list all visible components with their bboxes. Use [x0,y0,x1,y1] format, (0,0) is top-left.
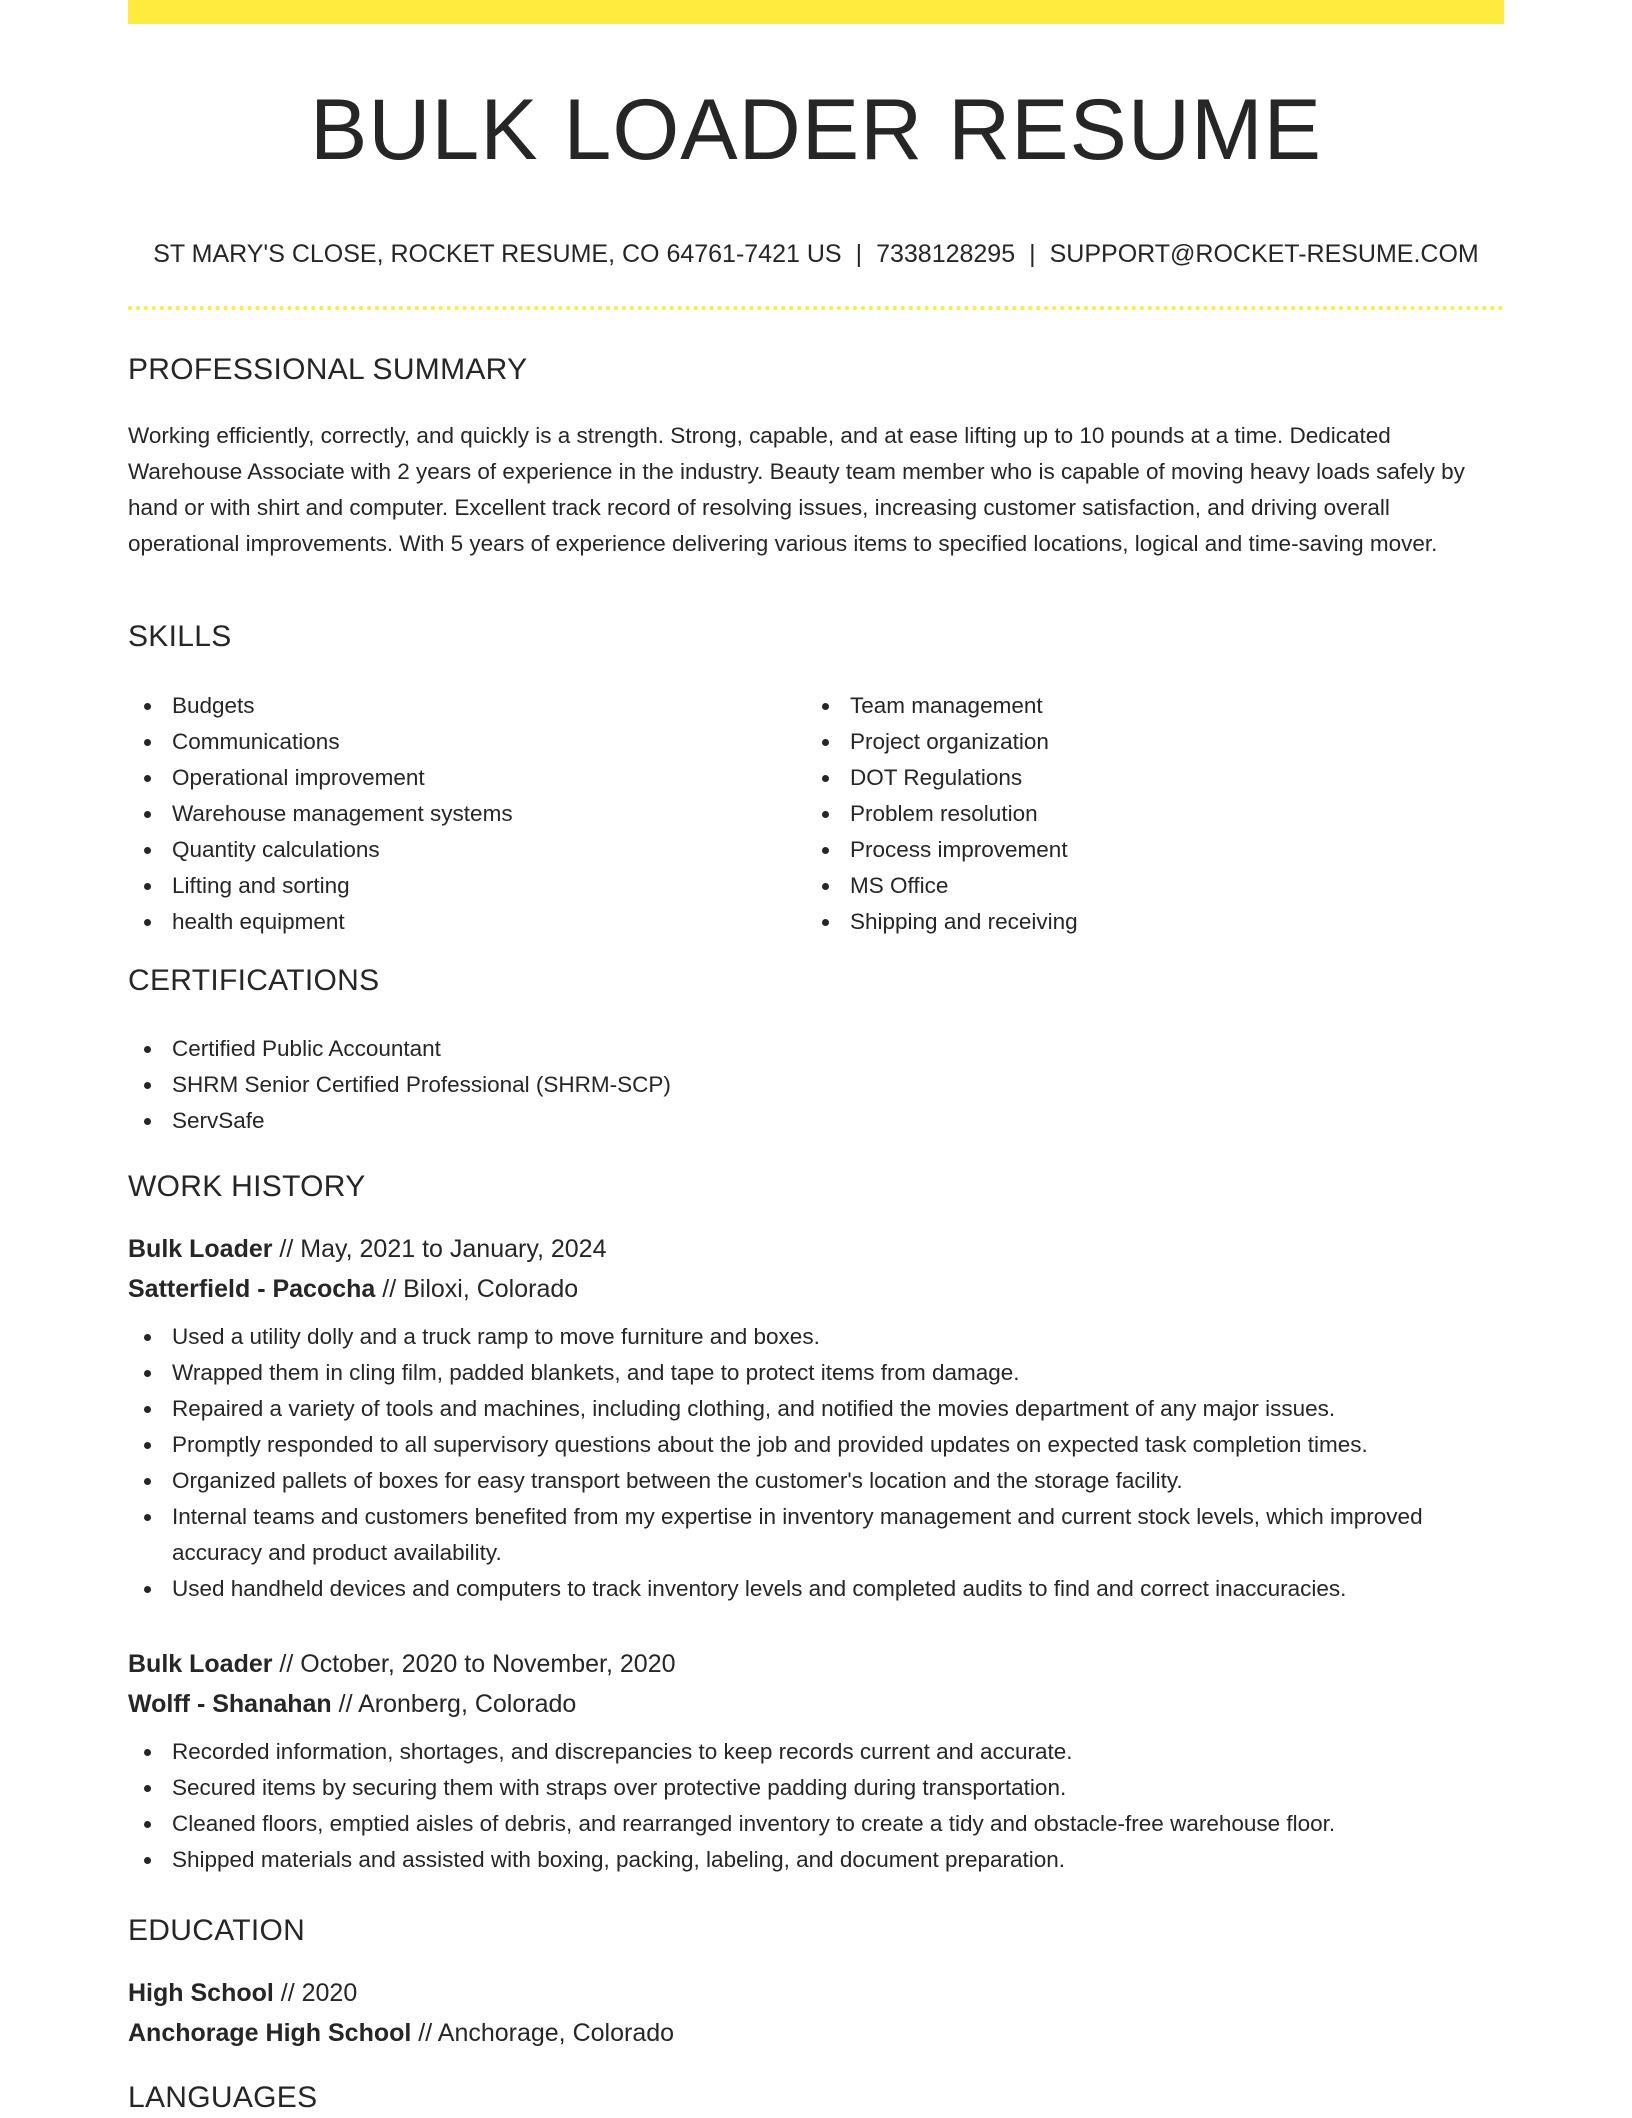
contact-address: ST MARY'S CLOSE, ROCKET RESUME, CO 64761-7421 US [153,240,842,268]
skill-item: Shipping and receiving [806,904,1466,940]
skill-item: DOT Regulations [806,760,1466,796]
skill-item: Budgets [128,688,788,724]
job-company: Satterfield - Pacocha [128,1275,376,1303]
job-bullet: Used a utility dolly and a truck ramp to move furniture and boxes. [128,1319,1504,1355]
job-bullet: Recorded information, shortages, and discrepancies to keep records current and accurate. [128,1734,1504,1770]
job-role-line [128,1644,1504,1684]
job-company: Wolff - Shanahan [128,1690,332,1718]
job-bullets [128,1319,1504,1607]
job-company-line [128,1684,1504,1724]
job-dates: // May, 2021 to January, 2024 [272,1235,607,1263]
job-role-line [128,1229,1504,1269]
skills-list-left [128,688,788,940]
job-role: Bulk Loader [128,1235,273,1263]
certification-item: ServSafe [128,1103,1504,1139]
skill-item: Lifting and sorting [128,868,788,904]
skill-item: Warehouse management systems [128,796,788,832]
job-location: // Aronberg, Colorado [331,1690,577,1718]
skill-item: Project organization [806,724,1466,760]
resume-title: BULK LOADER RESUME [309,82,1323,178]
job-bullet: Repaired a variety of tools and machines, including clothing, and notified the movies department of any major issues. [128,1391,1504,1427]
job-bullet: Internal teams and customers benefited from my expertise in inventory management and current stock levels, which improved accuracy and product availability. [128,1499,1504,1571]
skills-list-right [806,688,1466,940]
job-bullet: Wrapped them in cling film, padded blankets, and tape to protect items from damage. [128,1355,1504,1391]
skill-item: Problem resolution [806,796,1466,832]
skill-item: health equipment [128,904,788,940]
skill-item: Process improvement [806,832,1466,868]
contact-phone: 7338128295 [876,240,1016,268]
certifications-list [128,1031,1504,1139]
education-degree: High School [128,1979,274,2007]
section-title-skills: SKILLS [128,620,232,653]
skill-item: Team management [806,688,1466,724]
education-school-line [128,2013,1504,2053]
education-year: // 2020 [273,1979,358,2007]
job-bullet: Used handheld devices and computers to track inventory levels and completed audits to find and correct inaccuracies. [128,1571,1504,1607]
certification-item: SHRM Senior Certified Professional (SHRM-SCP) [128,1067,1504,1103]
contact-line [128,236,1504,272]
section-title-summary: PROFESSIONAL SUMMARY [128,353,528,386]
skill-item: Quantity calculations [128,832,788,868]
accent-bar [128,0,1504,24]
skill-item: Operational improvement [128,760,788,796]
education-location: // Anchorage, Colorado [411,2019,675,2047]
contact-separator: | [855,240,863,268]
education-school: Anchorage High School [128,2019,412,2047]
job-bullets [128,1734,1504,1878]
section-title-certifications: CERTIFICATIONS [128,964,380,997]
skill-item: Communications [128,724,788,760]
certification-item: Certified Public Accountant [128,1031,1504,1067]
education-degree-line [128,1973,1504,2013]
job-bullet: Cleaned floors, emptied aisles of debris, and rearranged inventory to create a tidy and obstacle-free warehouse floor. [128,1806,1504,1842]
dotted-divider [128,306,1504,310]
education-entry [128,1973,1504,2053]
contact-email: SUPPORT@ROCKET-RESUME.COM [1049,240,1479,268]
skill-item: MS Office [806,868,1466,904]
summary-text: Working efficiently, correctly, and quickly is a strength. Strong, capable, and at ease lifting up to 10 pounds at a time. Dedicated Warehouse Associate with 2 years of experience in the industry. Beauty team member who is capable of moving heavy loads safely by hand or with shirt and computer. Excellent track record of resolving issues, increasing customer satisfaction, and driving overall operational improvements. With 5 years of experience delivering various items to specified locations, logical and time-saving mover. [128,423,1465,556]
job-company-line [128,1269,1504,1309]
job-bullet: Organized pallets of boxes for easy transport between the customer's location and the storage facility. [128,1463,1504,1499]
section-title-work-history: WORK HISTORY [128,1170,366,1203]
job-entry [128,1644,1504,1878]
job-role: Bulk Loader [128,1650,273,1678]
contact-separator: | [1029,240,1036,268]
section-title-languages: LANGUAGES [128,2081,318,2114]
section-title-education: EDUCATION [128,1914,306,1947]
job-bullet: Secured items by securing them with straps over protective padding during transportation. [128,1770,1504,1806]
job-bullet: Promptly responded to all supervisory questions about the job and provided updates on expected task completion times. [128,1427,1504,1463]
job-entry [128,1229,1504,1607]
job-bullet: Shipped materials and assisted with boxing, packing, labeling, and document preparation. [128,1842,1504,1878]
job-dates: // October, 2020 to November, 2020 [272,1650,676,1678]
job-location: // Biloxi, Colorado [375,1275,579,1303]
